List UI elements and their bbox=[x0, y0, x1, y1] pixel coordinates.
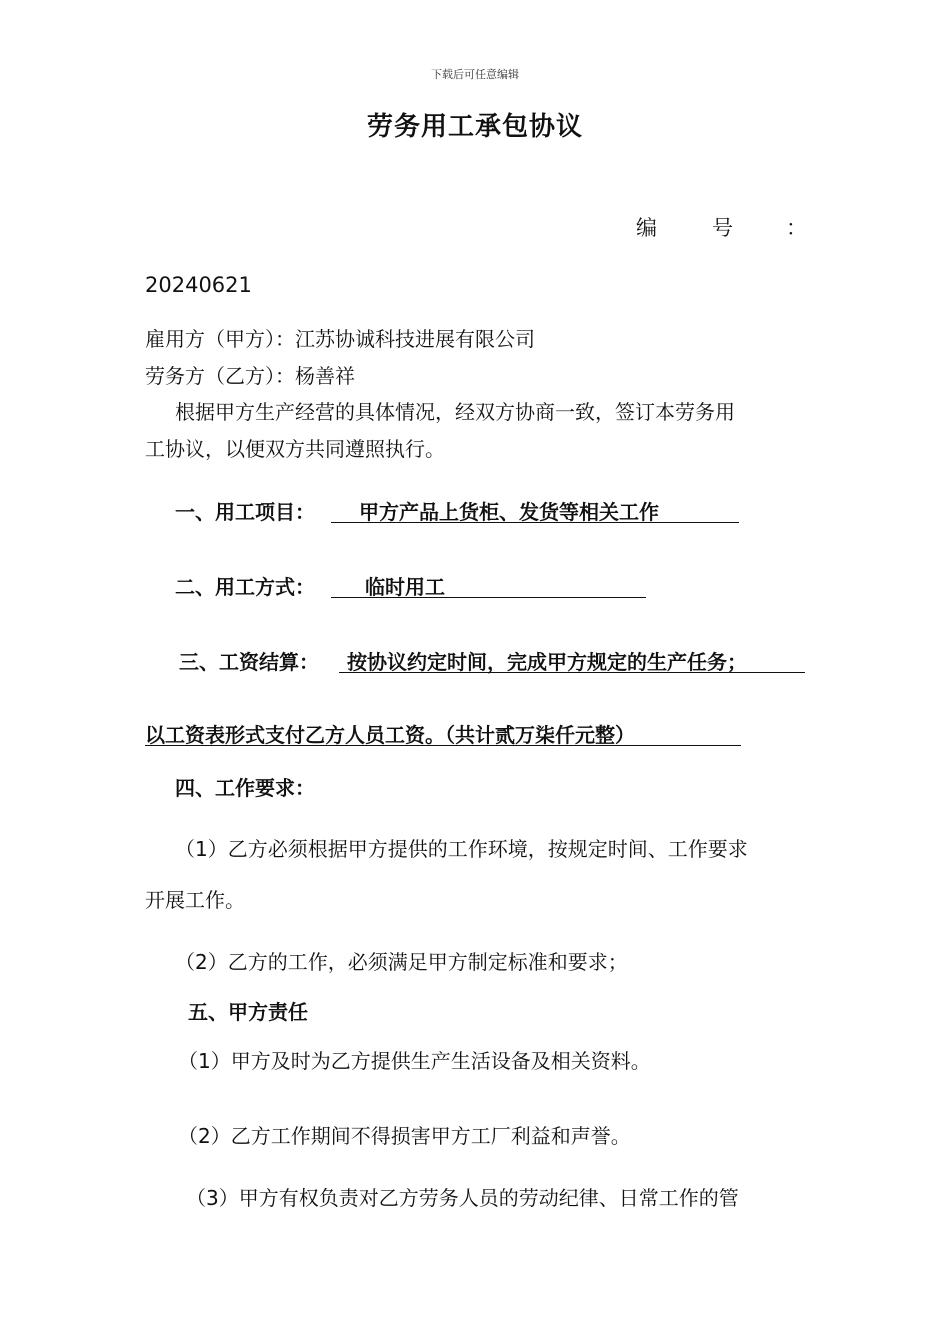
section-4-label: 四、工作要求： bbox=[175, 776, 315, 800]
section-3-value-field bbox=[339, 646, 805, 673]
contract-number-value: 20240621 bbox=[145, 273, 252, 297]
intro-paragraph-line-1: 根据甲方生产经营的具体情况，经双方协商一致，签订本劳务用 bbox=[175, 400, 735, 424]
section-5-item-2: （2）乙方工作期间不得损害甲方工厂利益和声誉。 bbox=[178, 1124, 631, 1148]
section-1-label: 一、用工项目： bbox=[175, 500, 315, 524]
section-5-label: 五、甲方责任 bbox=[188, 1000, 308, 1024]
section-2-label: 二、用工方式： bbox=[175, 575, 315, 599]
laborer-line: 劳务方（乙方）：杨善祥 bbox=[145, 364, 355, 388]
section-3-value-line-2: 以工资表形式支付乙方人员工资。（共计贰万柒仟元整） bbox=[145, 723, 635, 747]
section-2-value: 临时用工 bbox=[365, 575, 445, 599]
section-2-value-field bbox=[331, 571, 646, 598]
section-5-item-3: （3）甲方有权负责对乙方劳务人员的劳动纪律、日常工作的管 bbox=[186, 1186, 739, 1210]
number-label-char-1: 编 bbox=[636, 216, 657, 240]
employer-line: 雇用方（甲方）：江苏协诚科技进展有限公司 bbox=[145, 327, 535, 351]
section-4-item-1-line-2: 开展工作。 bbox=[145, 888, 245, 912]
section-1-value-field bbox=[331, 496, 739, 523]
document-title: 劳务用工承包协议 bbox=[366, 112, 583, 142]
section-5-item-1: （1）甲方及时为乙方提供生产生活设备及相关资料。 bbox=[178, 1049, 651, 1073]
intro-paragraph-line-2: 工协议，以便双方共同遵照执行。 bbox=[145, 437, 445, 461]
header-note: 下载后可任意编辑 bbox=[431, 68, 519, 81]
section-3-value-line-2-field bbox=[145, 719, 741, 746]
section-3-value-line-1: 按协议约定时间，完成甲方规定的生产任务； bbox=[347, 650, 747, 674]
number-label-colon: ： bbox=[786, 216, 807, 240]
section-4-item-2: （2）乙方的工作，必须满足甲方制定标准和要求； bbox=[175, 950, 628, 974]
section-4-item-1-line-1: （1）乙方必须根据甲方提供的工作环境，按规定时间、工作要求 bbox=[175, 837, 748, 861]
section-1-value: 甲方产品上货柜、发货等相关工作 bbox=[359, 500, 659, 524]
number-label-char-2: 号 bbox=[712, 216, 733, 240]
section-3-label: 三、工资结算： bbox=[179, 650, 319, 674]
